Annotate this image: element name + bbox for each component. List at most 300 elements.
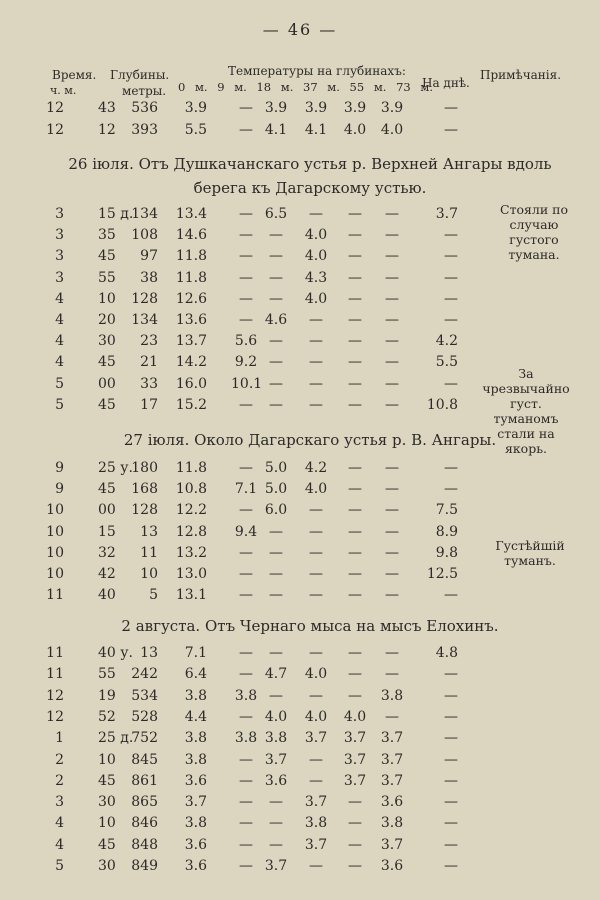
- cell-temp-18m: 4.6: [264, 312, 288, 328]
- cell-hour: 3: [55, 206, 64, 222]
- cell-temp-0m: 11.8: [175, 248, 207, 265]
- cell-hour: 1: [55, 730, 64, 747]
- cell-temp-bottom: 9.8: [435, 544, 458, 561]
- table-row: [0, 773, 600, 795]
- cell-hour: 4: [55, 312, 64, 328]
- cell-temp-9m: 7.1: [234, 481, 258, 498]
- cell-temp-0m: 13.4: [175, 206, 207, 222]
- cell-temp-73m: —: [385, 375, 399, 392]
- cell-temp-18m: —: [269, 815, 283, 832]
- cell-temp-9m: —: [239, 666, 253, 683]
- cell-depth: 845: [131, 751, 158, 768]
- header-time-sub: ч. м.: [50, 84, 77, 97]
- cell-temp-18m: 4.1: [264, 122, 288, 138]
- cell-temp-18m: —: [269, 645, 283, 661]
- cell-temp-73m: 3.6: [380, 794, 404, 811]
- cell-temp-55m: —: [348, 687, 362, 704]
- cell-depth: 11: [140, 544, 158, 561]
- cell-temp-37m: —: [309, 396, 323, 413]
- header-depth-sub: метры.: [122, 84, 167, 98]
- cell-temp-73m: 4.0: [380, 122, 404, 138]
- cell-temp-18m: —: [269, 396, 283, 413]
- cell-hour: 12: [46, 687, 64, 704]
- cell-temp-37m: 4.0: [304, 248, 328, 265]
- cell-temp-18m: 6.5: [264, 206, 288, 222]
- cell-temp-bottom: —: [444, 794, 458, 811]
- cell-temp-18m: —: [269, 290, 283, 307]
- cell-temp-73m: —: [385, 206, 399, 222]
- cell-temp-bottom: —: [444, 858, 458, 874]
- cell-temp-18m: —: [269, 523, 283, 540]
- table-row: [0, 100, 600, 122]
- cell-temp-9m: —: [239, 544, 253, 561]
- cell-temp-73m: 3.9: [380, 100, 404, 116]
- cell-temp-9m: —: [239, 290, 253, 307]
- cell-temp-37m: 4.0: [304, 708, 328, 725]
- cell-temp-bottom: —: [444, 248, 458, 265]
- cell-minute: 52: [98, 708, 116, 725]
- cell-depth: 23: [140, 333, 158, 350]
- cell-temp-0m: 11.8: [175, 269, 207, 286]
- header-bottom: На днѣ.: [422, 76, 470, 90]
- cell-temp-bottom: 4.2: [435, 333, 458, 350]
- cell-hour: 5: [55, 858, 64, 874]
- cell-temp-73m: —: [385, 396, 399, 413]
- cell-temp-55m: —: [348, 206, 362, 222]
- cell-temp-73m: 3.8: [380, 815, 404, 832]
- cell-minute: 32: [98, 544, 116, 561]
- cell-temp-55m: 3.7: [343, 751, 367, 768]
- cell-temp-73m: —: [385, 587, 399, 604]
- cell-minute: 10: [98, 815, 116, 832]
- cell-temp-73m: 3.7: [380, 751, 404, 768]
- cell-temp-37m: 3.7: [304, 794, 328, 811]
- table-row: [0, 502, 600, 524]
- cell-temp-9m: —: [239, 269, 253, 286]
- cell-temp-37m: —: [309, 772, 323, 789]
- cell-temp-0m: 12.2: [175, 502, 207, 519]
- cell-temp-37m: 3.7: [304, 836, 328, 853]
- cell-temp-9m: —: [239, 708, 253, 725]
- cell-temp-55m: —: [348, 396, 362, 413]
- cell-depth: 21: [140, 354, 158, 371]
- cell-temp-0m: 13.0: [175, 566, 207, 582]
- cell-temp-55m: —: [348, 248, 362, 265]
- cell-hour: 9: [55, 460, 64, 476]
- cell-hour: 10: [46, 566, 64, 582]
- cell-minute: 45: [98, 396, 116, 413]
- cell-depth: 134: [131, 206, 158, 222]
- cell-temp-37m: 4.0: [304, 666, 328, 683]
- cell-temp-37m: —: [309, 523, 323, 540]
- table-row: [0, 858, 600, 880]
- cell-minute: 00: [98, 502, 116, 519]
- cell-temp-55m: —: [348, 312, 362, 328]
- cell-temp-0m: 13.7: [175, 333, 207, 350]
- cell-depth: 861: [131, 772, 158, 789]
- cell-depth: 168: [131, 481, 158, 498]
- cell-temp-18m: —: [269, 544, 283, 561]
- cell-temp-0m: 13.1: [175, 587, 207, 604]
- cell-temp-bottom: —: [444, 375, 458, 392]
- cell-temp-37m: —: [309, 375, 323, 392]
- cell-temp-9m: —: [239, 751, 253, 768]
- cell-temp-55m: —: [348, 333, 362, 350]
- cell-hour: 3: [55, 269, 64, 286]
- cell-temp-73m: —: [385, 645, 399, 661]
- cell-temp-0m: 3.8: [184, 815, 207, 832]
- page-number: — 46 —: [262, 20, 338, 39]
- cell-hour: 11: [46, 645, 64, 661]
- note-fog-1: Стояли по случаю густого тумана.: [500, 202, 568, 262]
- cell-minute: 30: [98, 333, 116, 350]
- cell-temp-37m: —: [309, 566, 323, 582]
- cell-temp-9m: —: [239, 460, 253, 476]
- cell-temp-55m: —: [348, 566, 362, 582]
- table-row: [0, 709, 600, 731]
- cell-temp-37m: —: [309, 354, 323, 371]
- cell-temp-9m: —: [239, 312, 253, 328]
- cell-temp-0m: 14.6: [175, 227, 207, 244]
- cell-depth: 13: [140, 645, 158, 661]
- cell-depth: 33: [140, 375, 158, 392]
- table-row: [0, 122, 600, 144]
- cell-minute: 55: [98, 666, 116, 683]
- cell-temp-37m: 4.2: [304, 460, 328, 476]
- table-row: [0, 794, 600, 816]
- cell-temp-bottom: —: [444, 587, 458, 604]
- cell-temp-bottom: 12.5: [426, 566, 458, 582]
- cell-depth: 536: [131, 100, 158, 116]
- cell-temp-0m: 10.8: [175, 481, 207, 498]
- cell-temp-55m: —: [348, 645, 362, 661]
- cell-temp-55m: —: [348, 858, 362, 874]
- cell-temp-73m: —: [385, 460, 399, 476]
- cell-depth: 865: [131, 794, 158, 811]
- table-row: [0, 460, 600, 482]
- cell-temp-73m: 3.8: [380, 687, 404, 704]
- cell-temp-18m: 5.0: [264, 481, 288, 498]
- cell-temp-37m: 4.0: [304, 290, 328, 307]
- cell-temp-bottom: 8.9: [435, 523, 458, 540]
- cell-temp-bottom: —: [444, 481, 458, 498]
- cell-hour: 2: [55, 751, 64, 768]
- cell-temp-9m: —: [239, 206, 253, 222]
- cell-hour: 10: [46, 523, 64, 540]
- cell-temp-37m: 4.0: [304, 481, 328, 498]
- cell-temp-55m: —: [348, 354, 362, 371]
- cell-temp-bottom: —: [444, 815, 458, 832]
- cell-temp-55m: —: [348, 290, 362, 307]
- cell-temp-0m: 4.4: [184, 708, 207, 725]
- cell-temp-18m: —: [269, 248, 283, 265]
- cell-temp-18m: —: [269, 687, 283, 704]
- cell-temp-73m: —: [385, 248, 399, 265]
- cell-temp-0m: 11.8: [175, 460, 207, 476]
- cell-temp-18m: 3.7: [264, 858, 288, 874]
- cell-depth: 128: [131, 502, 158, 519]
- cell-depth: 128: [131, 290, 158, 307]
- cell-depth: 752: [131, 730, 158, 747]
- cell-minute: 42: [98, 566, 116, 582]
- cell-hour: 4: [55, 836, 64, 853]
- cell-temp-9m: —: [239, 772, 253, 789]
- cell-hour: 3: [55, 794, 64, 811]
- cell-minute: 40: [98, 587, 116, 604]
- cell-temp-0m: 3.8: [184, 687, 207, 704]
- cell-temp-0m: 16.0: [175, 375, 207, 392]
- cell-temp-73m: —: [385, 481, 399, 498]
- cell-temp-0m: 7.1: [184, 645, 207, 661]
- cell-temp-9m: —: [239, 396, 253, 413]
- cell-temp-0m: 6.4: [184, 666, 207, 683]
- cell-depth: 10: [140, 566, 158, 582]
- cell-temp-55m: —: [348, 375, 362, 392]
- table-row: [0, 333, 600, 355]
- cell-temp-55m: —: [348, 544, 362, 561]
- cell-temp-73m: —: [385, 502, 399, 519]
- cell-depth: 17: [140, 396, 158, 413]
- cell-hour: 4: [55, 333, 64, 350]
- cell-temp-18m: 5.0: [264, 460, 288, 476]
- cell-minute: 15: [98, 523, 116, 540]
- cell-temp-73m: —: [385, 708, 399, 725]
- table-row: [0, 730, 600, 752]
- cell-temp-37m: —: [309, 687, 323, 704]
- cell-depth: 180: [131, 460, 158, 476]
- cell-temp-9m: —: [239, 100, 253, 116]
- cell-temp-37m: —: [309, 858, 323, 874]
- header-temps: Температуры на глубинахъ:: [228, 64, 406, 78]
- cell-temp-0m: 3.8: [184, 751, 207, 768]
- cell-temp-73m: —: [385, 544, 399, 561]
- table-row: [0, 587, 600, 609]
- cell-temp-18m: —: [269, 836, 283, 853]
- cell-temp-0m: 12.8: [175, 523, 207, 540]
- table-row: [0, 291, 600, 313]
- section-title-3: 2 августа. Отъ Чернаго мыса на мысъ Елохинъ.: [121, 617, 499, 635]
- cell-temp-9m: —: [239, 502, 253, 519]
- cell-temp-0m: 15.2: [175, 396, 207, 413]
- cell-temp-55m: —: [348, 460, 362, 476]
- cell-depth: 849: [131, 858, 158, 874]
- cell-depth: 846: [131, 815, 158, 832]
- table-row: [0, 645, 600, 667]
- cell-minute: 45: [98, 481, 116, 498]
- cell-temp-9m: 10.1: [231, 375, 263, 392]
- cell-temp-73m: —: [385, 523, 399, 540]
- cell-temp-0m: 12.6: [175, 290, 207, 307]
- cell-temp-55m: 4.0: [343, 708, 367, 725]
- cell-temp-9m: 9.4: [234, 523, 258, 540]
- cell-minute: 00: [98, 375, 116, 392]
- cell-temp-55m: 3.7: [343, 772, 367, 789]
- cell-temp-bottom: 5.5: [435, 354, 458, 371]
- cell-minute: 40 у.: [98, 645, 133, 661]
- table-row: [0, 270, 600, 292]
- cell-temp-18m: 3.7: [264, 751, 288, 768]
- cell-temp-9m: —: [239, 566, 253, 582]
- cell-temp-9m: —: [239, 645, 253, 661]
- cell-hour: 3: [55, 248, 64, 265]
- cell-temp-55m: —: [348, 836, 362, 853]
- cell-hour: 12: [46, 100, 64, 116]
- cell-temp-9m: —: [239, 122, 253, 138]
- cell-minute: 43: [98, 100, 116, 116]
- cell-hour: 10: [46, 544, 64, 561]
- cell-minute: 45: [98, 354, 116, 371]
- cell-temp-73m: —: [385, 290, 399, 307]
- cell-depth: 393: [131, 122, 158, 138]
- cell-temp-bottom: —: [444, 708, 458, 725]
- cell-hour: 3: [55, 227, 64, 244]
- header-depth: Глубины.: [110, 68, 170, 82]
- cell-hour: 4: [55, 290, 64, 307]
- cell-temp-bottom: —: [444, 772, 458, 789]
- cell-hour: 11: [46, 587, 64, 604]
- cell-minute: 25 д.: [98, 730, 134, 747]
- cell-temp-18m: —: [269, 333, 283, 350]
- cell-temp-37m: —: [309, 502, 323, 519]
- cell-hour: 4: [55, 815, 64, 832]
- cell-temp-9m: —: [239, 587, 253, 604]
- cell-temp-18m: —: [269, 587, 283, 604]
- cell-temp-55m: —: [348, 815, 362, 832]
- cell-temp-9m: 5.6: [234, 333, 258, 350]
- cell-temp-0m: 3.7: [184, 794, 207, 811]
- cell-temp-bottom: —: [444, 687, 458, 704]
- cell-temp-37m: —: [309, 544, 323, 561]
- cell-temp-18m: 4.0: [264, 708, 288, 725]
- cell-temp-55m: 3.9: [343, 100, 367, 116]
- cell-temp-37m: 4.1: [304, 122, 328, 138]
- cell-temp-55m: 3.7: [343, 730, 367, 747]
- cell-depth: 534: [131, 687, 158, 704]
- cell-temp-37m: 4.0: [304, 227, 328, 244]
- cell-temp-9m: —: [239, 794, 253, 811]
- cell-temp-73m: —: [385, 354, 399, 371]
- cell-depth: 5: [149, 587, 158, 604]
- section-title-1: 26 іюля. Отъ Душкачанскаго устья р. Верхней Ангары вдоль берега къ Дагарскому устью.: [68, 155, 552, 197]
- cell-hour: 11: [46, 666, 64, 683]
- cell-temp-73m: —: [385, 566, 399, 582]
- cell-temp-0m: 3.9: [184, 100, 207, 116]
- cell-temp-bottom: —: [444, 460, 458, 476]
- cell-temp-55m: —: [348, 502, 362, 519]
- cell-minute: 30: [98, 794, 116, 811]
- cell-depth: 134: [131, 312, 158, 328]
- header-time: Время.: [52, 68, 97, 82]
- cell-temp-37m: 4.3: [304, 269, 328, 286]
- cell-temp-37m: —: [309, 206, 323, 222]
- cell-minute: 12: [98, 122, 116, 138]
- cell-temp-37m: —: [309, 751, 323, 768]
- cell-temp-18m: 3.6: [264, 772, 288, 789]
- cell-temp-73m: —: [385, 227, 399, 244]
- table-row: [0, 566, 600, 588]
- cell-temp-73m: 3.7: [380, 772, 404, 789]
- cell-temp-73m: 3.7: [380, 730, 404, 747]
- cell-minute: 45: [98, 248, 116, 265]
- cell-temp-18m: 3.8: [264, 730, 288, 747]
- cell-temp-37m: —: [309, 645, 323, 661]
- cell-minute: 20: [98, 312, 116, 328]
- cell-temp-bottom: —: [444, 751, 458, 768]
- cell-temp-0m: 14.2: [175, 354, 207, 371]
- cell-temp-bottom: 4.8: [435, 645, 458, 661]
- cell-temp-bottom: —: [444, 836, 458, 853]
- cell-temp-73m: —: [385, 666, 399, 683]
- cell-temp-37m: 3.7: [304, 730, 328, 747]
- cell-minute: 15 д.: [98, 206, 134, 222]
- table-row: [0, 837, 600, 859]
- cell-temp-0m: 5.5: [184, 122, 207, 138]
- cell-depth: 848: [131, 836, 158, 853]
- cell-temp-37m: —: [309, 333, 323, 350]
- cell-temp-bottom: —: [444, 227, 458, 244]
- header-temps-sub: 0 м. 9 м. 18 м. 37 м. 55 м. 73 м.: [178, 80, 433, 94]
- cell-temp-0m: 13.2: [175, 544, 207, 561]
- cell-minute: 30: [98, 858, 116, 874]
- cell-temp-bottom: —: [444, 312, 458, 328]
- cell-temp-18m: —: [269, 794, 283, 811]
- cell-temp-18m: 4.7: [264, 666, 288, 683]
- cell-temp-bottom: —: [444, 290, 458, 307]
- cell-temp-9m: —: [239, 836, 253, 853]
- header-notes: Примѣчанія.: [480, 68, 562, 82]
- cell-temp-73m: 3.7: [380, 836, 404, 853]
- cell-hour: 5: [55, 375, 64, 392]
- cell-temp-18m: 6.0: [264, 502, 288, 519]
- cell-temp-9m: —: [239, 227, 253, 244]
- cell-temp-0m: 3.6: [184, 858, 207, 874]
- cell-hour: 12: [46, 708, 64, 725]
- cell-temp-bottom: —: [444, 122, 458, 138]
- cell-hour: 2: [55, 772, 64, 789]
- cell-temp-55m: —: [348, 587, 362, 604]
- cell-minute: 35: [98, 227, 116, 244]
- cell-temp-18m: —: [269, 269, 283, 286]
- cell-temp-55m: —: [348, 227, 362, 244]
- cell-temp-9m: —: [239, 858, 253, 874]
- cell-depth: 242: [131, 666, 158, 683]
- cell-temp-bottom: —: [444, 730, 458, 747]
- cell-hour: 10: [46, 502, 64, 519]
- cell-temp-55m: —: [348, 794, 362, 811]
- cell-depth: 13: [140, 523, 158, 540]
- cell-temp-18m: —: [269, 375, 283, 392]
- cell-hour: 4: [55, 354, 64, 371]
- cell-temp-18m: —: [269, 566, 283, 582]
- cell-hour: 5: [55, 396, 64, 413]
- cell-temp-bottom: —: [444, 100, 458, 116]
- cell-minute: 45: [98, 836, 116, 853]
- cell-temp-0m: 3.6: [184, 836, 207, 853]
- cell-temp-9m: 3.8: [234, 687, 258, 704]
- cell-temp-18m: —: [269, 227, 283, 244]
- cell-minute: 10: [98, 751, 116, 768]
- cell-temp-73m: —: [385, 333, 399, 350]
- cell-temp-bottom: —: [444, 666, 458, 683]
- cell-temp-37m: 3.9: [304, 100, 328, 116]
- cell-temp-9m: —: [239, 248, 253, 265]
- cell-temp-73m: —: [385, 312, 399, 328]
- cell-depth: 528: [131, 708, 158, 725]
- cell-temp-73m: 3.6: [380, 858, 404, 874]
- table-row: [0, 666, 600, 688]
- cell-temp-0m: 3.6: [184, 772, 207, 789]
- cell-temp-bottom: 10.8: [426, 396, 458, 413]
